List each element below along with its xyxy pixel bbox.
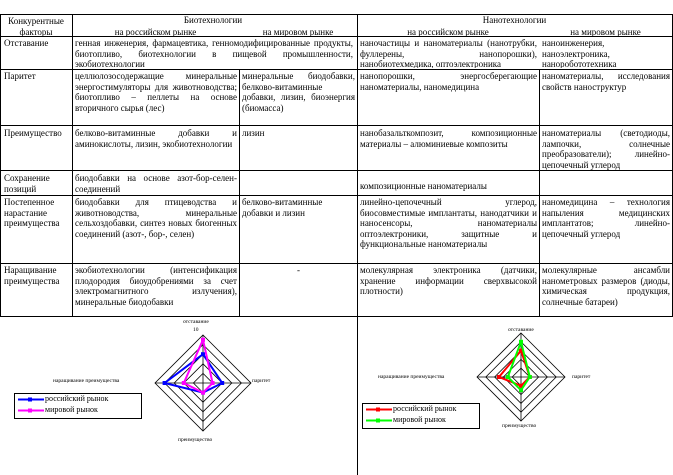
header-factors: Конкурентные факторы xyxy=(8,16,64,37)
legend-swatch-icon xyxy=(366,417,392,424)
header-nano-ru: на российском рынке xyxy=(407,27,489,37)
row-nano-world: наномедицина – технология напыления медицинских имплантатов; линейно-цепочечный углерод xyxy=(542,197,670,239)
radar-chart-biotech xyxy=(0,317,357,475)
row-nano-world: молекулярные ансамбли нанометровых размеров (диоды, химическая продукция, солнечные батареи) xyxy=(542,265,670,307)
radar-point xyxy=(211,381,215,385)
table-border xyxy=(0,14,673,15)
radar-point xyxy=(528,375,532,379)
axis-label-bottom: преимущество xyxy=(178,437,213,443)
radar-point xyxy=(497,375,501,379)
row-bio-world: белково-витаминные добавки и лизин xyxy=(242,197,323,218)
legend-item xyxy=(15,405,141,416)
table-border xyxy=(0,263,673,264)
table-border xyxy=(239,69,240,316)
row-bio-ru: генная инженерия, фармацевтика, генномодифицированные продукты, биотопливо, биотехнологии в пищевой промышленности, экобиотехнологии xyxy=(75,38,353,68)
legend-item xyxy=(15,394,141,405)
row-nano-ru: наночастицы и наноматериалы (нанотрубки, фуллерены, нанопорошки), нанобиотехмедика, оптоэлектроника xyxy=(360,38,537,68)
radar-point xyxy=(519,340,523,344)
table-border xyxy=(357,14,358,316)
axis-label-bottom: преимущество xyxy=(502,423,537,429)
radar-point xyxy=(201,338,205,342)
row-nano-ru: линейно-цепочечный углерод, биосовместимые имплантаты, нанодатчики и наносенсоры, наноматериалы оптоэлектроники, защитные и функциональные наноматериалы xyxy=(360,197,537,249)
table-border xyxy=(0,170,673,171)
row-nano-world: наноинженерия, наноэлектроника, наноробототехника xyxy=(542,38,617,68)
header-bio: Биотехнологии xyxy=(183,15,243,25)
row-bio-world: - xyxy=(297,265,300,275)
radar-point xyxy=(201,352,205,356)
table-border xyxy=(539,69,540,316)
axis-label-left: наращивание преимущества xyxy=(378,374,445,380)
legend-label: мировой рынок xyxy=(393,415,446,424)
row-bio-ru: биодобавки на основе азот-бор-селен-соединений xyxy=(75,173,237,194)
axis-label-top: отставание xyxy=(183,319,209,325)
legend-swatch-icon xyxy=(18,396,44,403)
row-bio-ru: экобиотехнологии (интенсификация плодородия биоудобрениями за счет электромагнитного излучения), минеральные биодобавки xyxy=(75,265,237,307)
row-nano-ru: композиционные наноматериалы xyxy=(360,181,487,191)
row-bio-ru: целлюлозосодержащие минеральные энергостимуляторы для животноводства; биотопливо – пеллеты на основе вторичного сырья (лес) xyxy=(75,71,237,113)
legend-left xyxy=(14,393,142,419)
axis-label-left: наращивание преимущества xyxy=(53,378,120,384)
radar-svg-right xyxy=(358,317,673,475)
axis-label-right: паритет xyxy=(572,374,591,380)
axis-label-right: паритет xyxy=(252,378,271,384)
radar-series-line xyxy=(508,342,530,390)
row-factor: Отставание xyxy=(4,38,49,48)
legend-swatch-icon xyxy=(18,407,44,414)
table-border xyxy=(0,69,673,70)
row-bio-ru: биодобавки для птицеводства и животноводства, минеральные сельхоздобавки, синтез новых биогенных соединений (азот-, бор-, селен) xyxy=(75,197,237,239)
legend-label: мировой рынок xyxy=(45,405,98,414)
row-factor: Наращивание преимущества xyxy=(4,265,60,286)
table-border xyxy=(0,14,1,316)
row-factor: Паритет xyxy=(4,71,36,81)
row-factor: Постепенное нарастание преимущества xyxy=(4,197,60,228)
row-bio-ru: белково-витаминные добавки и аминокислоты, лизин, экобиотехнологии xyxy=(75,128,237,149)
legend-right xyxy=(362,403,480,429)
radar-point xyxy=(163,381,167,385)
radar-point xyxy=(201,391,205,395)
axis-label-top: отставание xyxy=(508,327,534,333)
legend-label: российский рынок xyxy=(45,394,109,403)
row-nano-ru: нанобазальткомпозит, композиционные материалы – алюминиевые композиты xyxy=(360,128,537,149)
header-nano: Нанотехнологии xyxy=(482,15,547,25)
row-factor: Сохранение позиций xyxy=(4,173,50,194)
radar-chart-nanotech xyxy=(358,317,673,475)
legend-item xyxy=(363,404,479,415)
table-border xyxy=(0,36,673,37)
legend-item xyxy=(363,415,479,426)
radar-point xyxy=(506,375,510,379)
chart-divider xyxy=(357,317,358,475)
radar-point xyxy=(182,381,186,385)
row-nano-world: наноматериалы, исследования свойств наноструктур xyxy=(542,71,670,92)
header-nano-world: на мировом рынке xyxy=(570,27,641,37)
radar-point xyxy=(220,381,224,385)
row-nano-ru: молекулярная электроника (датчики, хранение информации сверхвысокой плотности) xyxy=(360,265,537,296)
row-nano-world: наноматериалы (светодиоды, лампочки, солнечные преобразователи); линейно-цепочечный углерод xyxy=(542,128,670,170)
radar-point xyxy=(519,388,523,392)
row-bio-world: лизин xyxy=(242,128,265,138)
row-factor: Преимущество xyxy=(4,128,62,138)
table-border xyxy=(0,125,673,126)
axis-label-max: 10 xyxy=(193,327,199,333)
row-bio-world: минеральные биодобавки, белково-витаминные добавки, лизин, биоэнергия (биомасса) xyxy=(242,71,355,113)
row-nano-ru: нанопорошки, энергосберегающие наноматериалы, наномедицина xyxy=(360,71,537,92)
table-border xyxy=(0,195,673,196)
table-border xyxy=(72,14,73,316)
legend-label: российский рынок xyxy=(393,404,457,413)
header-bio-world: на мировом рынке xyxy=(262,27,334,37)
legend-swatch-icon xyxy=(366,406,392,413)
header-bio-ru: на российском рынке xyxy=(114,27,197,37)
